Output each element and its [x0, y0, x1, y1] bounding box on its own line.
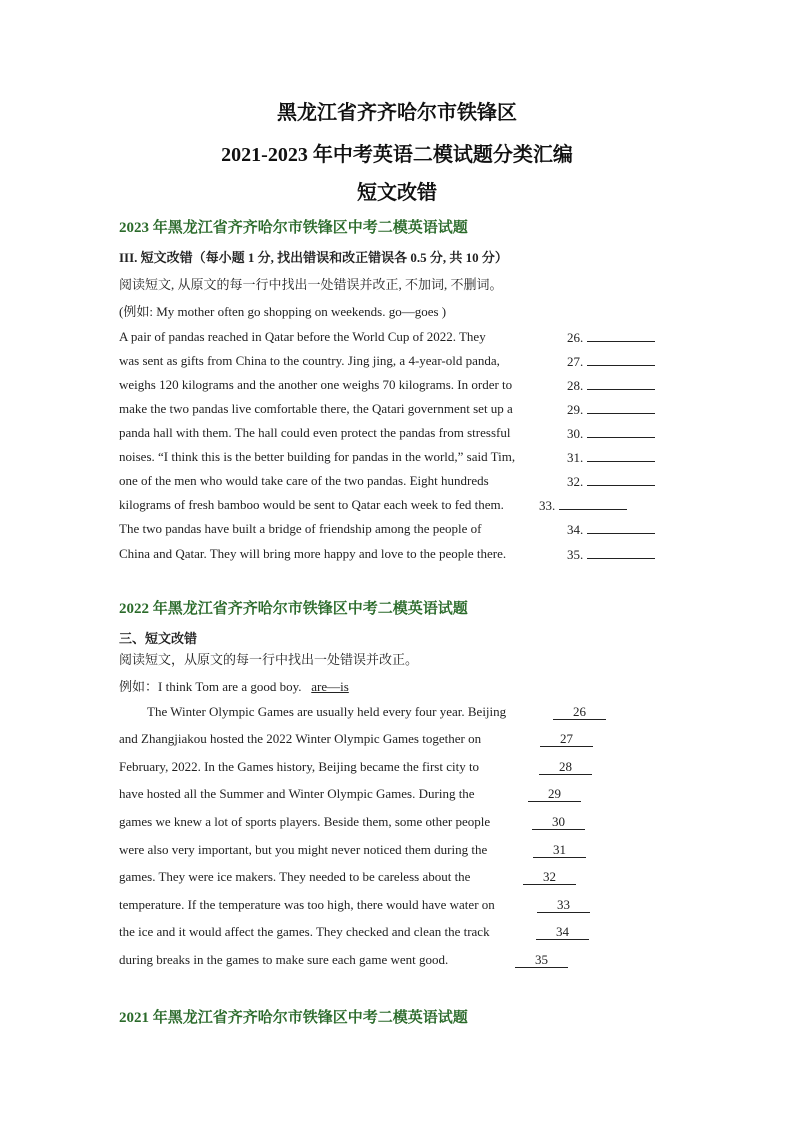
answer-number: 35 [515, 953, 568, 968]
passage-line: the ice and it would affect the games. They checked and clean the track [119, 924, 490, 939]
section-2023-instruction: 阅读短文, 从原文的每一行中找出一处错误并改正, 不加词, 不删词。 [119, 277, 503, 292]
passage-line: games. They were ice makers. They needed to be careless about the [119, 869, 471, 884]
passage-line: panda hall with them. The hall could even protect the pandas from stressful [119, 425, 511, 440]
answer-number: 27. [567, 354, 584, 369]
passage-line: The two pandas have built a bridge of friendship among the people of [119, 521, 482, 536]
passage-line: The Winter Olympic Games are usually held every four year. Beijing [147, 704, 507, 719]
title-series: 2021-2023 年中考英语二模试题分类汇编 [221, 144, 573, 166]
answer-blank[interactable] [587, 425, 655, 438]
answer-number: 28 [539, 760, 592, 775]
passage-line: China and Qatar. They will bring more happy and love to the people there. [119, 546, 507, 561]
passage-line: weighs 120 kilograms and the another one weighs 70 kilograms. In order to [119, 377, 513, 392]
passage-line: was sent as gifts from China to the country. Jing jing, a 4-year-old panda, [119, 353, 500, 368]
answer-number: 30. [567, 426, 584, 441]
section-2023-heading: 2023 年黑龙江省齐齐哈尔市铁锋区中考二模英语试题 [119, 220, 468, 236]
section-2022-subheading: 三、短文改错 [119, 631, 198, 646]
answer-slot[interactable] [537, 897, 590, 913]
answer-number: 29. [567, 402, 584, 417]
answer-slot[interactable] [539, 759, 592, 775]
answer-blank[interactable] [587, 353, 655, 366]
title-region: 黑龙江省齐齐哈尔市铁锋区 [277, 102, 517, 124]
answer-slot[interactable] [539, 497, 627, 514]
answer-slot[interactable] [523, 869, 576, 885]
passage-line: one of the men who would take care of the two pandas. Eight hundreds [119, 473, 489, 488]
answer-slot[interactable] [567, 473, 655, 490]
answer-number: 32 [523, 870, 576, 885]
section-2023-example: (例如: My mother often go shopping on weekends. go—goes ) [119, 304, 447, 319]
answer-number: 31 [533, 843, 586, 858]
answer-blank[interactable] [587, 377, 655, 390]
answer-number: 28. [567, 378, 584, 393]
answer-number: 26. [567, 330, 584, 345]
answer-number: 34 [536, 925, 589, 940]
section-2022-heading: 2022 年黑龙江省齐齐哈尔市铁锋区中考二模英语试题 [119, 601, 468, 617]
answer-number: 32. [567, 474, 584, 489]
answer-slot[interactable] [567, 353, 655, 370]
passage-line: kilograms of fresh bamboo would be sent to Qatar each week to fed them. [119, 497, 504, 512]
answer-number: 27 [540, 732, 593, 747]
answer-number: 26 [553, 705, 606, 720]
passage-line: temperature. If the temperature was too high, there would have water on [119, 897, 495, 912]
passage-line: make the two pandas live comfortable there, the Qatari government set up a [119, 401, 513, 416]
passage-line: during breaks in the games to make sure each game went good. [119, 952, 449, 967]
answer-number: 29 [528, 787, 581, 802]
answer-slot[interactable] [540, 731, 593, 747]
answer-number: 33. [539, 498, 556, 513]
answer-slot[interactable] [567, 521, 655, 538]
example-answer: are—is [311, 679, 349, 694]
passage-line: and Zhangjiakou hosted the 2022 Winter Olympic Games together on [119, 731, 482, 746]
answer-slot[interactable] [533, 842, 586, 858]
answer-blank[interactable] [559, 497, 627, 510]
answer-slot[interactable] [553, 704, 606, 720]
answer-number: 33 [537, 898, 590, 913]
answer-slot[interactable] [567, 401, 655, 418]
answer-slot[interactable] [567, 546, 655, 563]
answer-number: 30 [532, 815, 585, 830]
title-topic: 短文改错 [357, 182, 437, 204]
answer-slot[interactable] [567, 449, 655, 466]
answer-slot[interactable] [536, 924, 589, 940]
answer-slot[interactable] [515, 952, 568, 968]
section-2022-instruction: 阅读短文，从原文的每一行中找出一处错误并改正。 [119, 652, 419, 667]
section-2022-example [119, 676, 349, 695]
passage-line: noises. “I think this is the better building for pandas in the world,” said Tim, [119, 449, 516, 464]
answer-number: 35. [567, 547, 584, 562]
passage-line: games we knew a lot of sports players. Beside them, some other people [119, 814, 491, 829]
passage-line: were also very important, but you might never noticed them during the [119, 842, 488, 857]
passage-line: have hosted all the Summer and Winter Olympic Games. During the [119, 786, 475, 801]
answer-number: 31. [567, 450, 584, 465]
section-2021-heading: 2021 年黑龙江省齐齐哈尔市铁锋区中考二模英语试题 [119, 1010, 468, 1026]
answer-number: 34. [567, 522, 584, 537]
section-2023-subheading: III. 短文改错（每小题 1 分, 找出错误和改正错误各 0.5 分, 共 10 分） [119, 250, 508, 265]
answer-slot[interactable] [567, 377, 655, 394]
passage-line: A pair of pandas reached in Qatar before the World Cup of 2022. They [119, 329, 486, 344]
answer-slot[interactable] [567, 425, 655, 442]
answer-blank[interactable] [587, 401, 655, 414]
answer-blank[interactable] [587, 521, 655, 534]
answer-blank[interactable] [587, 546, 655, 559]
answer-slot[interactable] [528, 786, 581, 802]
passage-line: February, 2022. In the Games history, Beijing became the first city to [119, 759, 480, 774]
answer-slot[interactable] [532, 814, 585, 830]
example-text: 例如：I think Tom are a good boy. [119, 679, 302, 694]
answer-slot[interactable] [567, 329, 655, 346]
answer-blank[interactable] [587, 449, 655, 462]
answer-blank[interactable] [587, 473, 655, 486]
answer-blank[interactable] [587, 329, 655, 342]
